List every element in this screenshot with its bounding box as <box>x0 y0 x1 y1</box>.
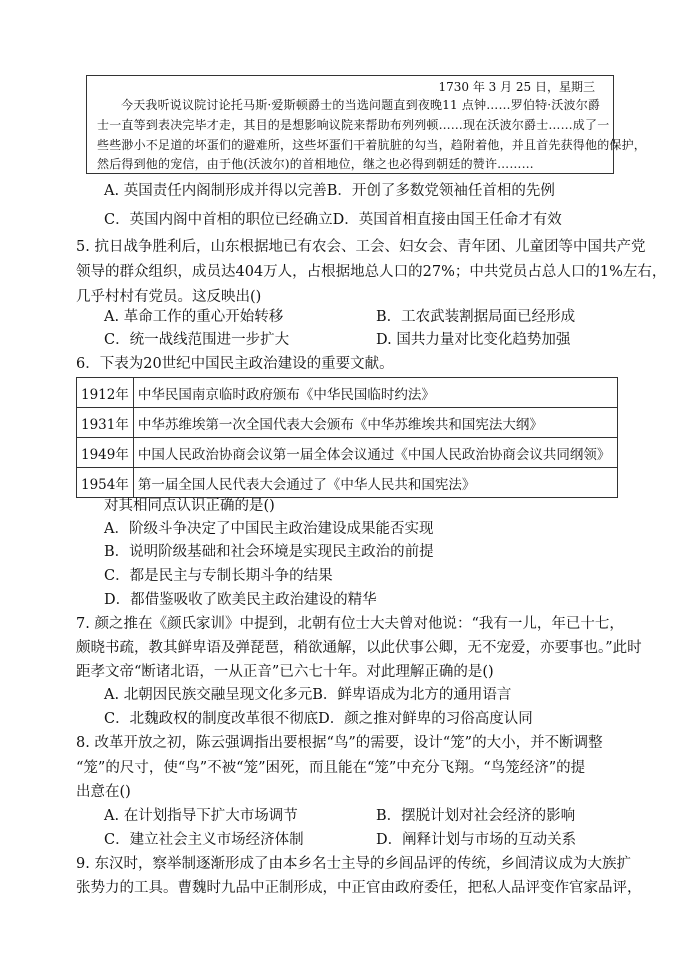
q4-option-cd: C．英国内阁中首相的职位已经确立D．英国首相直接由国王任命才有效 <box>104 212 562 228</box>
q6-question: 对其相同点认识正确的是() <box>104 498 275 514</box>
table-year: 1931年 <box>77 408 134 438</box>
q6-option-c: C．都是民主与专制长期斗争的结果 <box>104 568 333 584</box>
table-row <box>77 408 618 438</box>
q9-stem-line: 张势力的工具。曹魏时九品中正制形成，中正官由政府委任，把私人品评变作官家品评， <box>76 880 642 896</box>
q8-option-a: A. 在计划指导下扩大市场调节 <box>104 808 298 824</box>
q8-stem-line: 8. 改革开放之初，陈云强调指出要根据“鸟”的需要，设计“笼”的大小，并不断调整 <box>76 735 603 751</box>
q7-option-ab: A. 北朝因民族交融呈现文化多元B．鲜卑语成为北方的通用语言 <box>104 687 512 703</box>
q5-option-c: C．统一战线范围进一步扩大 <box>104 332 290 348</box>
q8-option-d: D．阐释计划与市场的互动关系 <box>376 832 577 848</box>
q6-option-d: D．都借鉴吸收了欧美民主政治建设的精华 <box>104 592 377 608</box>
source-date: 1730 年 3 月 25 日，星期三 <box>438 80 595 94</box>
q5-stem-line: 领导的群众组织，成员达404万人，占根据地总人口的27%；中共党员占总人口的1%左右， <box>76 264 667 280</box>
source-quote-box <box>86 75 647 174</box>
q6-option-b: B．说明阶级基础和社会环境是实现民主政治的前提 <box>104 544 434 560</box>
table-event: 中国人民政治协商会议第一届全体会议通过《中国人民政治协商会议共同纲领》 <box>133 438 617 468</box>
q9-stem-line: 9. 东汉时，察举制逐渐形成了由本乡名士主导的乡闾品评的传统，乡闾清议成为大族扩 <box>76 856 631 872</box>
source-line: 今天我听说议院讨论托马斯·爱斯顿爵士的当选问题直到夜晚11 点钟……罗伯特·沃波尔爵 <box>121 98 601 112</box>
q5-stem-line: 5. 抗日战争胜利后，山东根据地已有农会、工会、妇女会、青年团、儿童团等中国共产党 <box>76 239 646 255</box>
table-event: 中华苏维埃第一次全国代表大会颁布《中华苏维埃共和国宪法大纲》 <box>133 408 617 438</box>
q7-stem-line: 7. 颜之推在《颜氏家训》中提到，北朝有位士大夫曾对他说：“我有一儿，年已十七， <box>76 616 624 632</box>
source-line: 然后得到他的宠信，由于他(沃波尔)的首相地位，继之也必得到朝廷的赞许……… <box>97 157 534 171</box>
table-event: 中华民国南京临时政府颁布《中华民国临时约法》 <box>133 378 617 408</box>
q5-option-d: D. 国共力量对比变化趋势加强 <box>376 332 571 348</box>
q8-option-b: B．摆脱计划对社会经济的影响 <box>376 808 576 824</box>
q5-option-a: A. 革命工作的重心开始转移 <box>104 309 284 325</box>
q5-stem-line: 几乎村村有党员。这反映出() <box>76 289 262 305</box>
q8-stem-line: 出意在() <box>76 784 131 800</box>
q7-option-cd: C．北魏政权的制度改革很不彻底D．颜之推对鲜卑的习俗高度认同 <box>104 711 533 727</box>
q6-stem: 6．下表为20世纪中国民主政治建设的重要文献。 <box>76 356 394 372</box>
source-line: 些些渺小不足道的坏蛋们的避难所，这些坏蛋们干着肮脏的勾当，趋附着他，并且首先获得他的保护， <box>97 138 647 152</box>
table-row <box>77 438 618 468</box>
table-row <box>77 468 618 498</box>
table-year: 1912年 <box>77 378 134 408</box>
q5-option-b: B．工农武装割据局面已经形成 <box>376 309 576 325</box>
source-line: 士一直等到表决完毕才走，其目的是想影响议院来帮助布列列顿……现在沃波尔爵士……成了一 <box>97 118 610 132</box>
table-year: 1954年 <box>77 468 134 498</box>
q8-option-c: C．建立社会主义市场经济体制 <box>104 832 304 848</box>
q8-stem-line: “笼”的尺寸，使“鸟”不被“笼”困死，而且能在“笼”中充分飞翔。“鸟笼经济”的提 <box>76 760 586 776</box>
table-event: 第一届全国人民代表大会通过了《中华人民共和国宪法》 <box>133 468 617 498</box>
q4-option-ab: A. 英国责任内阁制形成并得以完善B．开创了多数党领袖任首相的先例 <box>104 183 555 199</box>
q6-option-a: A．阶级斗争决定了中国民主政治建设成果能否实现 <box>104 521 434 537</box>
table-row <box>77 378 618 408</box>
documents-table <box>76 377 618 498</box>
table-year: 1949年 <box>77 438 134 468</box>
q7-stem-line: 距孝文帝“断诸北语，一从正音”已六七十年。对此理解正确的是() <box>76 664 494 680</box>
q7-stem-line: 颇晓书疏，教其鲜卑语及弹琵琶，稍欲通解，以此伏事公卿，无不宠爱，亦要事也。”此时 <box>76 640 642 656</box>
